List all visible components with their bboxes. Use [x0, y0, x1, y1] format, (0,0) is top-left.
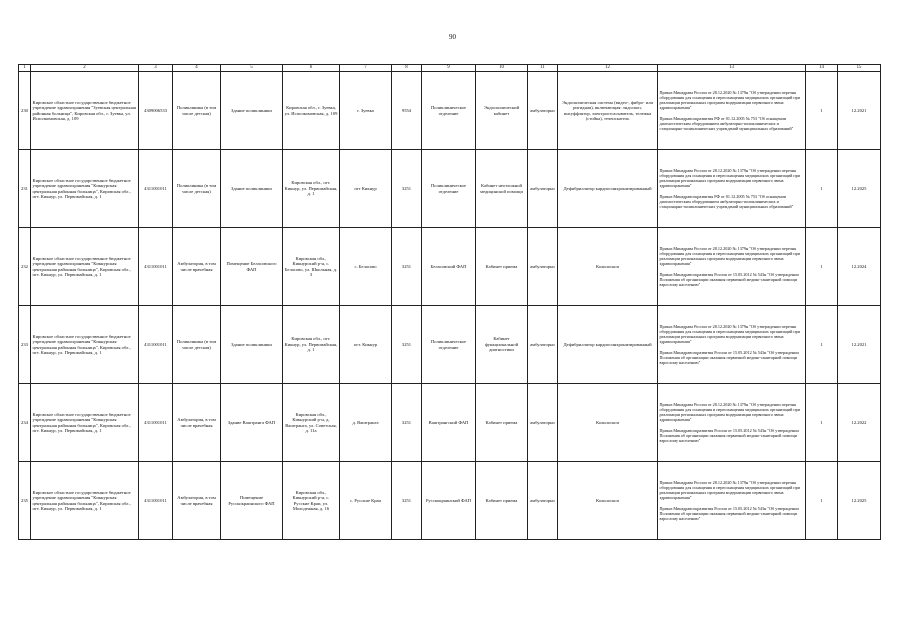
planned-date-cell: 12.2025: [838, 462, 881, 540]
organization-cell: Кировское областное государственное бюджетное учреждение здравоохранения "Кикнурская центральная районная больница", Кировская обл., пгт. Кикнур, ул. Первомайская, д. 1: [31, 150, 139, 228]
equipment-cell: Кольпоскоп: [558, 462, 658, 540]
settlement-cell: пгт Кикнур: [340, 150, 392, 228]
equipment-cell: Эндоскопическая система (видео-, фибро- или ригидная), включающая: эндоскоп, инсуффлятор, электроотсасыватель, тележка (стойка), течеискатель: [558, 72, 658, 150]
population-cell: 3251: [392, 306, 422, 384]
inn-cell: 4311001011: [139, 384, 173, 462]
column-number: 9: [422, 65, 476, 72]
building-cell: Здание поликлиники: [221, 72, 283, 150]
planned-date-cell: 12.2021: [838, 306, 881, 384]
inn-cell: 4311001011: [139, 462, 173, 540]
care-type-cell: амбулаторно: [528, 150, 558, 228]
building-cell: Помещение Беласовского ФАП: [221, 228, 283, 306]
department-cell: Ваштрангский ФАП: [422, 384, 476, 462]
room-cell: Кабинет неотложной медицинской помощи: [476, 150, 528, 228]
column-number: 15: [838, 65, 881, 72]
organization-cell: Кировское областное государственное бюджетное учреждение здравоохранения "Кикнурская центральная районная больница", Кировская обл., пгт. Кикнур, ул. Первомайская, д. 1: [31, 228, 139, 306]
quantity-cell: 1: [806, 150, 838, 228]
settlement-cell: пгт. Кикнур: [340, 306, 392, 384]
department-cell: Русскокраинский ФАП: [422, 462, 476, 540]
table-row: [19, 384, 881, 462]
inn-cell: 4311001011: [139, 306, 173, 384]
department-cell: Поликлиническое отделение: [422, 306, 476, 384]
unit-type-cell: Поликлиника (в том числе детская): [173, 72, 221, 150]
inn-cell: 4309006533: [139, 72, 173, 150]
care-type-cell: амбулаторно: [528, 228, 558, 306]
unit-type-cell: Амбулатория, в том числе врачебная: [173, 384, 221, 462]
row-number: 233: [19, 306, 31, 384]
address-cell: Кировская обл., Кикнурский р-н, с. Русские Краи, ул. Молодежная, д. 16: [283, 462, 340, 540]
settlement-cell: с. Беласово: [340, 228, 392, 306]
column-number: 12: [558, 65, 658, 72]
regulatory-document: Приказ Минздрава России от 28.12.2020 № 1379н "Об утверждении перечня оборудования для оснащения и переоснащения медицинских организаций при реализации региональных программ модернизации первичного звена здравоохранения": [659, 168, 800, 189]
room-cell: Кабинет приема: [476, 228, 528, 306]
column-number: 14: [806, 65, 838, 72]
column-number: 1: [19, 65, 31, 72]
address-cell: Кировская обл., пгт. Кикнур, ул. Первомайская, д. 1: [283, 306, 340, 384]
planned-date-cell: 12.2021: [838, 72, 881, 150]
regulatory-document: Приказ Минздрава России от 28.12.2020 № 1379н "Об утверждении перечня оборудования для оснащения и переоснащения медицинских организаций при реализации региональных программ модернизации первичного звена здравоохранения": [659, 402, 800, 423]
row-number: 232: [19, 228, 31, 306]
inn-cell: 4311001011: [139, 228, 173, 306]
building-cell: Здание поликлиники: [221, 306, 283, 384]
row-number: 234: [19, 384, 31, 462]
population-cell: 9554: [392, 72, 422, 150]
column-number: 3: [139, 65, 173, 72]
regulatory-document: Приказ Минздрава России от 28.12.2020 № 1379н "Об утверждении перечня оборудования для оснащения и переоснащения медицинских организаций при реализации региональных программ модернизации первичного звена здравоохранения": [659, 324, 800, 345]
department-cell: Беласовский ФАП: [422, 228, 476, 306]
unit-type-cell: Поликлиника (в том числе детская): [173, 306, 221, 384]
column-number: 8: [392, 65, 422, 72]
regulatory-documents-cell: [658, 150, 806, 228]
unit-type-cell: Амбулатория, в том числе врачебная: [173, 462, 221, 540]
column-number: 13: [658, 65, 806, 72]
regulatory-document: Приказ Минздравсоцразвития России от 15.05.2012 № 543н "Об утверждении Положения об организации оказания первичной медико-санитарной помощи взрослому населению": [659, 349, 799, 365]
regulatory-document: Приказ Минздравсоцразвития РФ от 01.12.2005 № 753 "Об оснащении диагностическим оборудованием амбулаторно-поликлинических и стационарно-поликлинических учреждений муниципальных образований": [659, 193, 794, 209]
equipment-cell: Дефибриллятор кардиосинхронизированный: [558, 150, 658, 228]
care-type-cell: амбулаторно: [528, 306, 558, 384]
table-row: [19, 228, 881, 306]
room-cell: Кабинет приема: [476, 384, 528, 462]
quantity-cell: 1: [806, 228, 838, 306]
organization-cell: Кировское областное государственное бюджетное учреждение здравоохранения "Кикнурская центральная районная больница", Кировская обл., пгт. Кикнур, ул. Первомайская, д. 1: [31, 462, 139, 540]
unit-type-cell: Амбулатория, в том числе врачебная: [173, 228, 221, 306]
population-cell: 3251: [392, 150, 422, 228]
column-number: 2: [31, 65, 139, 72]
regulatory-document: Приказ Минздрава России от 28.12.2020 № 1379н "Об утверждении перечня оборудования для оснащения и переоснащения медицинских организаций при реализации региональных программ модернизации первичного звена здравоохранения": [659, 90, 800, 111]
page-number: 90: [449, 33, 456, 41]
column-number: 7: [340, 65, 392, 72]
regulatory-document: Приказ Минздравсоцразвития РФ от 01.12.2005 № 753 "Об оснащении диагностическим оборудованием амбулаторно-поликлинических и стационарно-поликлинических учреждений муниципальных образований": [659, 115, 794, 131]
planned-date-cell: 12.2025: [838, 150, 881, 228]
column-number: 10: [476, 65, 528, 72]
regulatory-documents-cell: [658, 72, 806, 150]
table-row: [19, 72, 881, 150]
department-cell: Поликлиническое отделение: [422, 150, 476, 228]
table-row: [19, 306, 881, 384]
column-number: 5: [221, 65, 283, 72]
building-cell: Здание Ваштранга ФАП: [221, 384, 283, 462]
equipment-cell: Дефибриллятор кардиосинхронизированный: [558, 306, 658, 384]
organization-cell: Кировское областное государственное бюджетное учреждение здравоохранения "Зуевская центральная районная больница", Кировская обл., г. Зуевка, ул. Исполкомовская, д. 109: [31, 72, 139, 150]
row-number: 235: [19, 462, 31, 540]
department-cell: Поликлиническое отделение: [422, 72, 476, 150]
regulatory-documents-cell: [658, 384, 806, 462]
regulatory-document: Приказ Минздравсоцразвития России от 15.05.2012 № 543н "Об утверждении Положения об организации оказания первичной медико-санитарной помощи взрослому населению": [659, 271, 799, 287]
regulatory-documents-cell: [658, 306, 806, 384]
regulatory-document: Приказ Минздравсоцразвития России от 15.05.2012 № 543н "Об утверждении Положения об организации оказания первичной медико-санитарной помощи взрослому населению": [659, 427, 799, 443]
room-cell: Кабинет функциональной диагностики: [476, 306, 528, 384]
table-row: [19, 462, 881, 540]
settlement-cell: г. Зуевка: [340, 72, 392, 150]
column-number-row: [19, 65, 881, 72]
regulatory-documents-cell: [658, 228, 806, 306]
organization-cell: Кировское областное государственное бюджетное учреждение здравоохранения "Кикнурская центральная районная больница", Кировская обл., пгт. Кикнур, ул. Первомайская, д. 1: [31, 384, 139, 462]
care-type-cell: амбулаторно: [528, 72, 558, 150]
unit-type-cell: Поликлиника (в том числе детская): [173, 150, 221, 228]
settlement-cell: с. Русские Краи: [340, 462, 392, 540]
address-cell: Кировская обл., Кикнурский р-н, с. Беласово, ул. Школьная, д. 3: [283, 228, 340, 306]
regulatory-document: Приказ Минздравсоцразвития России от 15.05.2012 № 543н "Об утверждении Положения об организации оказания первичной медико-санитарной помощи взрослому населению": [659, 505, 799, 521]
population-cell: 3251: [392, 228, 422, 306]
address-cell: Кировская обл., пгт. Кикнур, ул. Первомайская, д. 1: [283, 150, 340, 228]
row-number: 230: [19, 72, 31, 150]
care-type-cell: амбулаторно: [528, 462, 558, 540]
room-cell: Эндоскопический кабинет: [476, 72, 528, 150]
inn-cell: 4311001011: [139, 150, 173, 228]
address-cell: Кировская обл., Кикнурский р-н, д. Ваштранга, ул. Советская, д. 11а: [283, 384, 340, 462]
quantity-cell: 1: [806, 306, 838, 384]
column-number: 4: [173, 65, 221, 72]
equipment-cell: Кольпоскоп: [558, 228, 658, 306]
regulatory-document: Приказ Минздрава России от 28.12.2020 № 1379н "Об утверждении перечня оборудования для оснащения и переоснащения медицинских организаций при реализации региональных программ модернизации первичного звена здравоохранения": [659, 246, 800, 267]
address-cell: Кировская обл., г. Зуевка, ул. Исполкомовская, д. 109: [283, 72, 340, 150]
equipment-register-table: [18, 64, 881, 540]
column-number: 11: [528, 65, 558, 72]
organization-cell: Кировское областное государственное бюджетное учреждение здравоохранения "Кикнурская центральная районная больница", Кировская обл., пгт. Кикнур, ул. Первомайская, д. 1: [31, 306, 139, 384]
row-number: 231: [19, 150, 31, 228]
room-cell: Кабинет приема: [476, 462, 528, 540]
table-row: [19, 150, 881, 228]
building-cell: Помещение Русскокраинского ФАП: [221, 462, 283, 540]
regulatory-document: Приказ Минздрава России от 28.12.2020 № 1379н "Об утверждении перечня оборудования для оснащения и переоснащения медицинских организаций при реализации региональных программ модернизации первичного звена здравоохранения": [659, 480, 800, 501]
planned-date-cell: 12.2022: [838, 384, 881, 462]
planned-date-cell: 12.2024: [838, 228, 881, 306]
regulatory-documents-cell: [658, 462, 806, 540]
care-type-cell: амбулаторно: [528, 384, 558, 462]
settlement-cell: д. Ваштранга: [340, 384, 392, 462]
population-cell: 3251: [392, 384, 422, 462]
quantity-cell: 1: [806, 462, 838, 540]
building-cell: Здание поликлиники: [221, 150, 283, 228]
column-number: 6: [283, 65, 340, 72]
population-cell: 3251: [392, 462, 422, 540]
quantity-cell: 1: [806, 72, 838, 150]
equipment-cell: Кольпоскоп: [558, 384, 658, 462]
quantity-cell: 1: [806, 384, 838, 462]
